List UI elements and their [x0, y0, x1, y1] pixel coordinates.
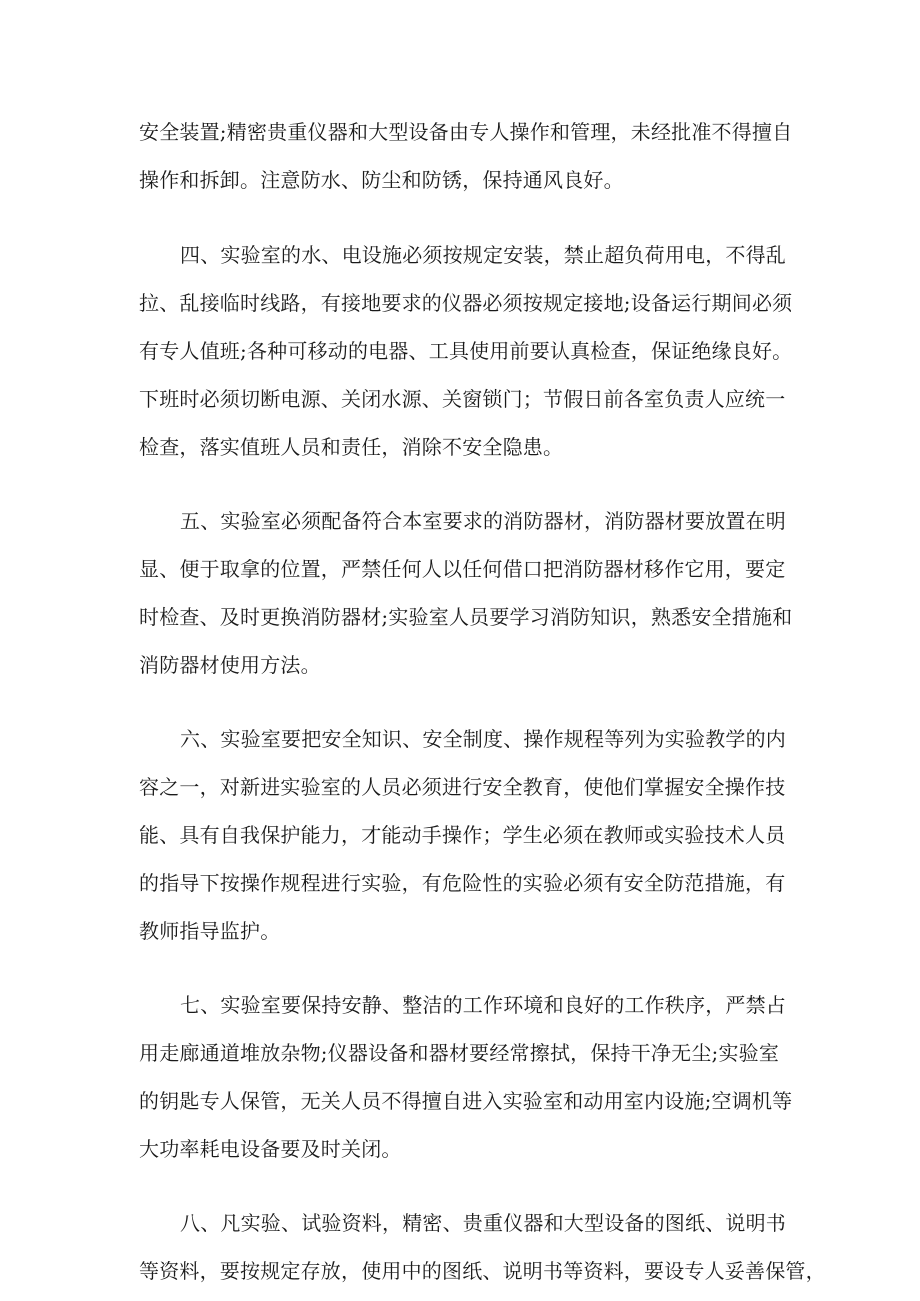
- text-line: 能、具有自我保护能力，才能动手操作；学生必须在教师或实验技术人员: [139, 823, 786, 847]
- text-line: 六、实验室要把安全知识、安全制度、操作规程等列为实验教学的内: [180, 727, 786, 751]
- text-line: 显、便于取拿的位置，严禁任何人以任何借口把消防器材移作它用，要定: [139, 557, 786, 581]
- text-line: 消防器材使用方法。: [139, 653, 321, 677]
- text-line: 拉、乱接临时线路，有接地要求的仪器必须按规定接地;设备运行期间必须: [139, 291, 793, 315]
- text-line: 等资料，要按规定存放，使用中的图纸、说明书等资料，要设专人妥善保管，: [139, 1259, 826, 1283]
- text-line: 有专人值班;各种可移动的电器、工具使用前要认真检查，保证绝缘良好。: [139, 339, 793, 363]
- text-line: 用走廊通道堆放杂物;仪器设备和器材要经常擦拭，保持干净无尘;实验室: [139, 1041, 780, 1065]
- text-line: 检查，落实值班人员和责任，消除不安全隐患。: [139, 435, 564, 459]
- text-line: 五、实验室必须配备符合本室要求的消防器材，消防器材要放置在明: [180, 509, 786, 533]
- text-line: 八、凡实验、试验资料，精密、贵重仪器和大型设备的图纸、说明书: [180, 1211, 786, 1235]
- text-line: 的钥匙专人保管，无关人员不得擅自进入实验室和动用室内设施;空调机等: [139, 1089, 793, 1113]
- text-line: 下班时必须切断电源、关闭水源、关窗锁门；节假日前各室负责人应统一: [139, 387, 786, 411]
- text-line: 容之一，对新进实验室的人员必须进行安全教育，使他们掌握安全操作技: [139, 775, 786, 799]
- text-line: 大功率耗电设备要及时关闭。: [139, 1137, 402, 1161]
- text-line: 操作和拆卸。注意防水、防尘和防锈，保持通风良好。: [139, 168, 624, 192]
- text-line: 七、实验室要保持安静、整洁的工作环境和良好的工作秩序，严禁占: [180, 993, 786, 1017]
- text-line: 四、实验室的水、电设施必须按规定安装，禁止超负荷用电，不得乱: [180, 243, 786, 267]
- text-line: 时检查、及时更换消防器材;实验室人员要学习消防知识，熟悉安全措施和: [139, 605, 793, 629]
- text-line: 的指导下按操作规程进行实验，有危险性的实验必须有安全防范措施，有: [139, 871, 786, 895]
- text-line: 安全装置;精密贵重仪器和大型设备由专人操作和管理，未经批准不得擅自: [139, 120, 793, 144]
- text-line: 教师指导监护。: [139, 919, 281, 943]
